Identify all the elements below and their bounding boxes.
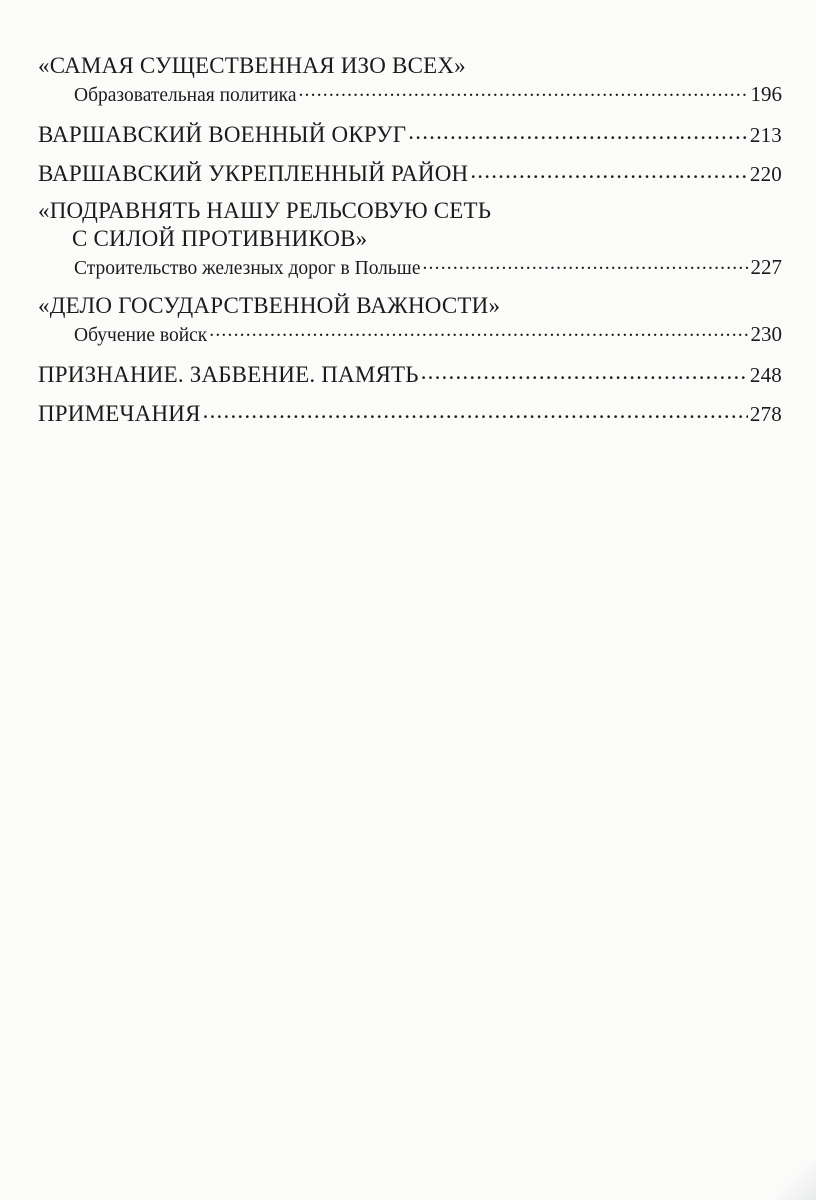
toc-entry-title-text: ВАРШАВСКИЙ ВОЕННЫЙ ОКРУГ — [38, 122, 407, 147]
toc-entry-subtitle: Обучение войск — [74, 325, 208, 346]
toc-entry-troop-training — [38, 292, 782, 350]
toc-page-number: 196 — [750, 82, 782, 106]
toc-page-number: 227 — [750, 255, 782, 279]
toc-entry-notes — [38, 398, 782, 428]
toc-entry-title-text: «ДЕЛО ГОСУДАРСТВЕННОЙ ВАЖНОСТИ» — [38, 293, 501, 318]
toc-entry-title-text: «ПОДРАВНЯТЬ НАШУ РЕЛЬСОВУЮ СЕТЬ — [38, 198, 492, 223]
toc-entry-title-text: ВАРШАВСКИЙ УКРЕПЛЕННЫЙ РАЙОН — [38, 161, 469, 186]
toc-entry-title-text: С СИЛОЙ ПРОТИВНИКОВ» — [72, 226, 368, 251]
dot-leader — [408, 119, 748, 142]
toc-entry-title — [38, 359, 782, 389]
toc-entry-title — [38, 292, 782, 320]
dot-leader — [298, 82, 748, 102]
toc-entry-recognition — [38, 359, 782, 389]
dot-leader — [422, 255, 748, 275]
toc-entry-railways — [38, 197, 782, 283]
toc-entry-fortified-region — [38, 158, 782, 188]
toc-entry-education-policy — [38, 52, 782, 110]
toc-entry-title-text: ПРИМЕЧАНИЯ — [38, 401, 201, 426]
toc-page-number: 213 — [749, 123, 782, 147]
toc-page-number: 230 — [750, 322, 782, 346]
toc-entry-subtitle-line — [38, 80, 782, 110]
toc-entry-title-continued — [38, 225, 782, 253]
toc-page-number: 248 — [749, 363, 782, 387]
toc-entry-title — [38, 158, 782, 188]
toc-entry-subtitle-line — [38, 320, 782, 350]
dot-leader — [203, 398, 748, 421]
table-of-contents — [38, 52, 782, 428]
toc-entry-title — [38, 119, 782, 149]
toc-page-number: 220 — [749, 162, 782, 186]
toc-entry-title — [38, 398, 782, 428]
toc-entry-subtitle-line — [38, 253, 782, 283]
toc-entry-military-district — [38, 119, 782, 149]
toc-entry-title-text: «САМАЯ СУЩЕСТВЕННАЯ ИЗО ВСЕХ» — [38, 53, 466, 78]
dot-leader — [470, 158, 748, 181]
dot-leader — [209, 322, 748, 342]
toc-entry-title — [38, 197, 782, 225]
dot-leader — [421, 359, 748, 382]
toc-entry-title-text: ПРИЗНАНИЕ. ЗАБВЕНИЕ. ПАМЯТЬ — [38, 362, 419, 387]
toc-entry-subtitle: Строительство железных дорог в Польше — [74, 258, 421, 279]
page-corner-shade — [776, 1160, 816, 1200]
toc-entry-title — [38, 52, 782, 80]
toc-page-number: 278 — [749, 402, 782, 426]
toc-entry-subtitle: Образовательная политика — [74, 85, 297, 106]
